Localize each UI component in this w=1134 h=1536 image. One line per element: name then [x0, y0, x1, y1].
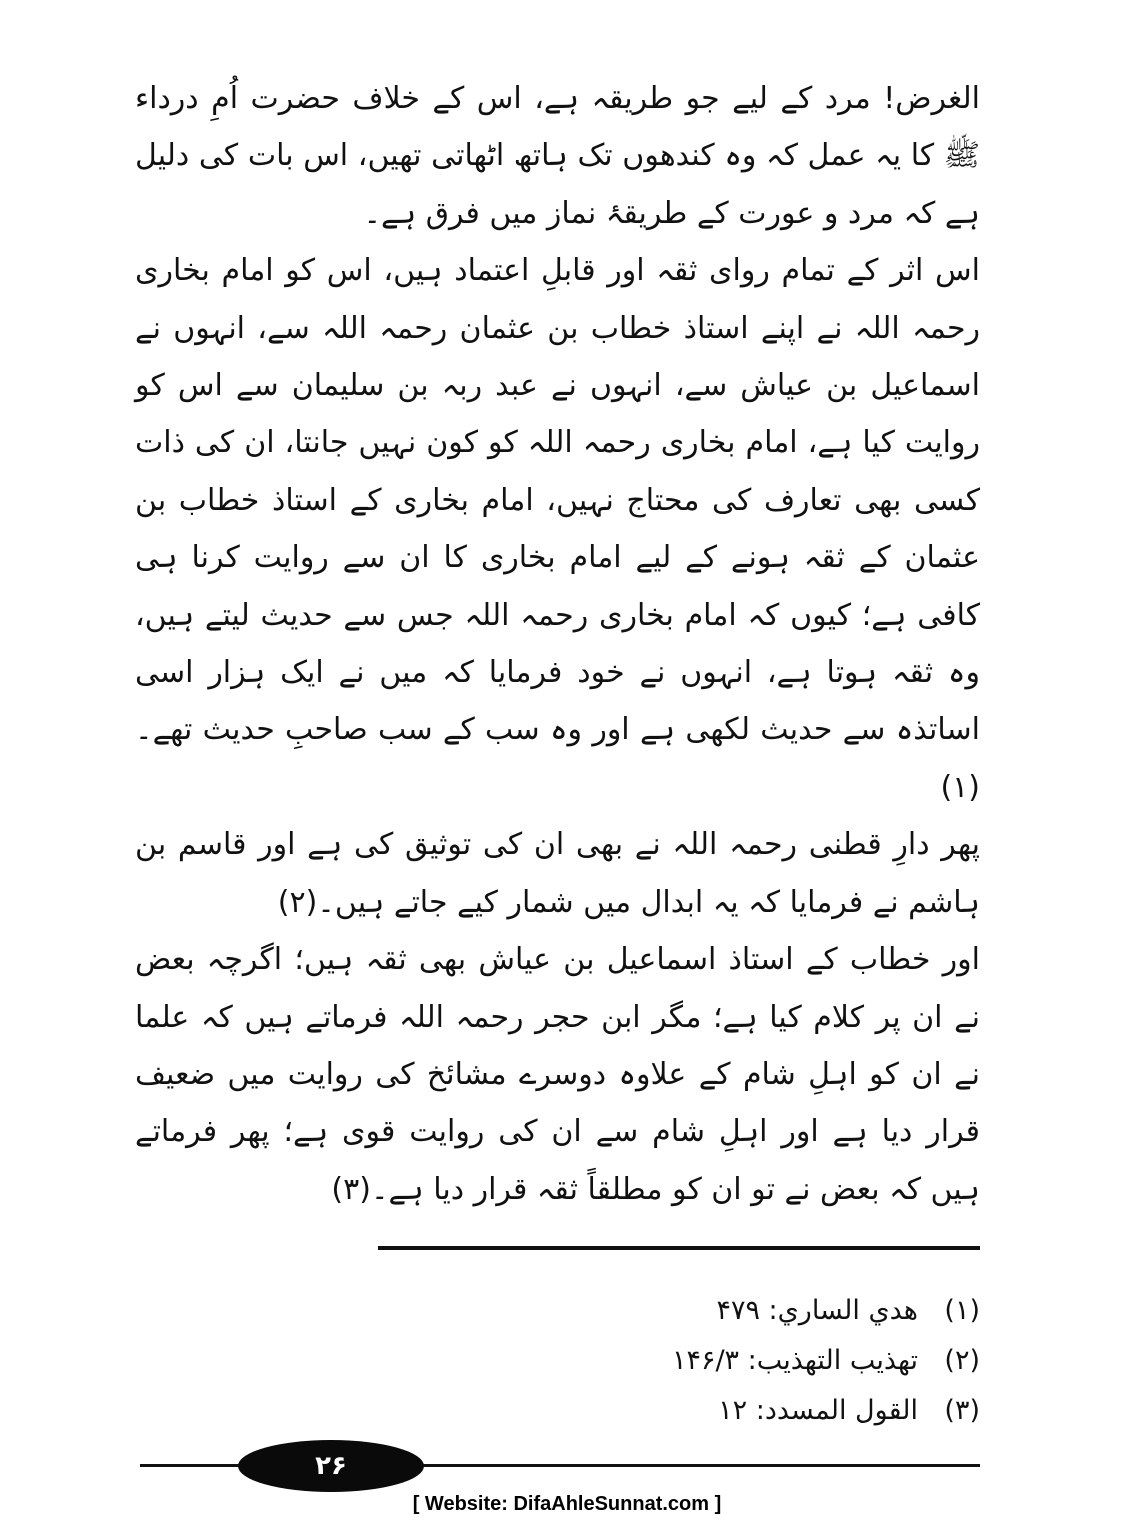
footnote-number: (۲): [944, 1345, 980, 1376]
page-number: ۲۶: [315, 1451, 347, 1481]
footnote-1: [600, 1286, 980, 1336]
footnote-text: تهذيب التهذيب: ۱۴۶/۳: [671, 1345, 918, 1376]
footnote-text: هدي الساري: ۴۷۹: [716, 1295, 918, 1326]
footnote-divider: [378, 1246, 980, 1250]
footnote-text: القول المسدد: ۱۲: [718, 1395, 918, 1426]
footnotes: [600, 1286, 980, 1436]
page-number-badge: [238, 1440, 424, 1492]
paragraph-4: اور خطاب کے استاذ اسماعیل بن عیاش بھی ثقہ ہیں؛ اگرچہ بعض نے ان پر کلام کیا ہے؛ مگر ابن حجر رحمہ اللہ فرماتے ہیں کہ علما نے ان کو اہلِ شام کے علاوہ دوسرے مشائخ کی روایت میں ضعیف قرار دیا ہے اور اہلِ شام سے ان کی روایت قوی ہے؛ پھر فرماتے ہیں کہ بعض نے تو ان کو مطلقاً ثقہ قرار دیا ہے۔(۳): [135, 942, 980, 1207]
footnote-number: (۱): [944, 1295, 980, 1326]
footnote-3: [600, 1386, 980, 1436]
paragraph-1: الغرض! مرد کے لیے جو طریقہ ہے، اس کے خلاف حضرت اُمِ درداء ﷺ کا یہ عمل کہ وہ کندھوں تک ہاتھ اٹھاتی تھیں، اس بات کی دلیل ہے کہ مرد و عورت کے طریقۂ نماز میں فرق ہے۔: [135, 81, 980, 231]
footnote-number: (۳): [944, 1395, 980, 1426]
footnote-2: [600, 1336, 980, 1386]
website-footer: [ Website: DifaAhleSunnat.com ]: [412, 1493, 722, 1515]
main-text: [135, 70, 980, 1218]
paragraph-2: اس اثر کے تمام روای ثقہ اور قابلِ اعتماد ہیں، اس کو امام بخاری رحمہ اللہ نے اپنے استاذ خطاب بن عثمان رحمہ اللہ سے، انہوں نے اسماعیل بن عیاش سے، انہوں نے عبد ربہ بن سلیمان سے اس کو روایت کیا ہے، امام بخاری رحمہ اللہ کو کون نہیں جانتا، ان کی ذات کسی بھی تعارف کی محتاج نہیں، امام بخاری کے استاذ خطاب بن عثمان کے ثقہ ہونے کے لیے امام بخاری کا ان سے روایت کرنا ہی کافی ہے؛ کیوں کہ امام بخاری رحمہ اللہ جس سے حدیث لیتے ہیں، وہ ثقہ ہوتا ہے، انہوں نے خود فرمایا کہ میں نے ایک ہزار اسی اساتذہ سے حدیث لکھی ہے اور وہ سب کے سب صاحبِ حدیث تھے۔(۱): [135, 253, 980, 805]
paragraph-3: پھر دارِ قطنی رحمہ اللہ نے بھی ان کی توثیق کی ہے اور قاسم بن ہاشم نے فرمایا کہ یہ ابدال میں شمار کیے جاتے ہیں۔(۲): [135, 827, 980, 920]
